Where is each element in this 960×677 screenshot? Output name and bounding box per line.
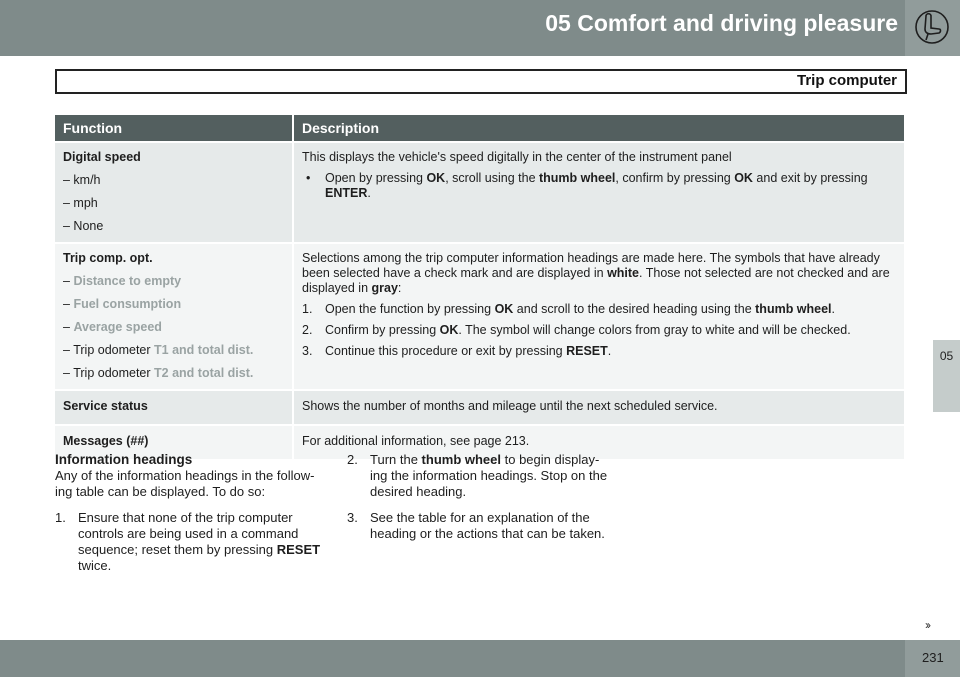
key-name: OK xyxy=(494,302,514,316)
text-run: Trip odometer xyxy=(73,343,155,357)
text-run: twice. xyxy=(78,558,112,573)
text-run: . xyxy=(367,186,371,200)
description-text: Shows the number of months and mileage until the next scheduled service. xyxy=(302,399,718,413)
body-right-column xyxy=(347,452,615,542)
numbered-step xyxy=(347,452,615,500)
numbered-step xyxy=(302,323,896,338)
step-number: 2. xyxy=(347,452,358,467)
option-item xyxy=(63,320,284,335)
description-cell xyxy=(293,142,904,243)
emphasis: white xyxy=(607,266,640,280)
control-name: thumb wheel xyxy=(421,452,501,467)
option-item xyxy=(63,366,284,381)
option-label: Distance to empty xyxy=(73,274,182,288)
description-cell xyxy=(293,243,904,390)
function-cell xyxy=(55,390,293,425)
numbered-step xyxy=(302,302,896,317)
description-text xyxy=(302,251,896,296)
step-number: 2. xyxy=(302,323,313,337)
description-text: This displays the vehicle's speed digitally in the center of the instrument panel xyxy=(302,150,732,164)
option-item: – None xyxy=(63,219,104,233)
text-run: . xyxy=(831,302,836,316)
chapter-title: 05 Comfort and driving pleasure xyxy=(545,10,898,36)
text-run: , scroll using the xyxy=(445,171,539,185)
text-run: and scroll to the desired heading using the xyxy=(513,302,756,316)
body-left-column xyxy=(55,452,325,574)
dash: – xyxy=(63,274,74,288)
numbered-step xyxy=(347,510,615,542)
emphasis: gray xyxy=(371,281,398,295)
body-intro: Any of the information headings in the follow-ing table can be displayed. To do so: xyxy=(55,468,315,499)
text-run: Continue this procedure or exit by pressing xyxy=(325,344,567,358)
dash: – xyxy=(63,343,74,357)
step-number: 3. xyxy=(302,344,313,358)
control-name: thumb wheel xyxy=(755,302,832,316)
side-tab-label: 05 xyxy=(939,349,954,363)
step-number: 1. xyxy=(55,510,66,525)
function-cell xyxy=(55,142,293,243)
table-row xyxy=(55,243,904,390)
function-name: Digital speed xyxy=(63,150,141,164)
function-name: Service status xyxy=(63,399,148,413)
control-name: thumb wheel xyxy=(539,171,616,185)
body-heading: Information headings xyxy=(55,452,193,467)
text-run: to begin display-ing the information headings. Stop on the desired heading. xyxy=(370,452,608,499)
option-item: – mph xyxy=(63,196,98,210)
section-header xyxy=(55,69,907,94)
bullet-dot: • xyxy=(306,171,311,185)
dash: – xyxy=(63,297,74,311)
text-run: Open the function by pressing xyxy=(325,302,495,316)
text-run: Open by pressing xyxy=(325,171,427,185)
bullet-item xyxy=(302,171,896,201)
function-table xyxy=(55,115,904,459)
option-item xyxy=(63,343,284,358)
text-run: Ensure that none of the trip computer controls are being used in a command sequence; reset them by pressing xyxy=(78,510,299,557)
text-run: . Those not selected are not checked and are displayed in xyxy=(302,266,890,295)
seat-icon xyxy=(914,7,950,47)
description-text: For additional information, see page 213. xyxy=(302,434,530,448)
option-item xyxy=(63,274,284,289)
dash: – xyxy=(63,320,74,334)
column-header-description: Description xyxy=(293,115,904,142)
text-run: . The symbol will change colors from gray to white and will be checked. xyxy=(458,323,851,337)
description-cell xyxy=(293,390,904,425)
next-page-arrows-icon[interactable]: ›› xyxy=(925,618,929,632)
option-item xyxy=(63,297,284,312)
chapter-side-tab[interactable] xyxy=(933,340,960,412)
section-title: Trip computer xyxy=(796,72,897,89)
text-run: and exit by pressing xyxy=(752,171,868,185)
option-label: T1 and total dist. xyxy=(154,343,254,357)
header-bar xyxy=(0,0,960,56)
step-number: 1. xyxy=(302,302,313,316)
table-row xyxy=(55,390,904,425)
text-run: Selections among the trip computer information headings are made here. The symbols that have already been selected have a check mark and are displayed in xyxy=(302,251,880,280)
text-run: See the table for an explanation of the heading or the actions that can be taken. xyxy=(370,510,605,541)
key-name: RESET xyxy=(566,344,608,358)
chapter-icon-box xyxy=(905,0,960,56)
text-run: . xyxy=(607,344,612,358)
function-name: Messages (##) xyxy=(63,434,149,448)
column-header-function: Function xyxy=(55,115,293,142)
key-name: OK xyxy=(734,171,753,185)
numbered-step xyxy=(302,344,896,359)
function-cell xyxy=(55,243,293,390)
table-header-row xyxy=(55,115,904,142)
text-run: : xyxy=(397,281,402,295)
option-label: Average speed xyxy=(73,320,162,334)
key-name: OK xyxy=(426,171,446,185)
page-number: 231 xyxy=(922,650,944,665)
dash: – xyxy=(63,366,74,380)
step-number: 3. xyxy=(347,510,358,525)
text-run: Trip odometer xyxy=(73,366,155,380)
option-label: T2 and total dist. xyxy=(154,366,254,380)
key-name: OK xyxy=(439,323,459,337)
function-name: Trip comp. opt. xyxy=(63,251,153,265)
text-run: , confirm by pressing xyxy=(615,171,735,185)
key-name: RESET xyxy=(276,542,321,557)
text-run: Turn the xyxy=(370,452,422,467)
footer-bar xyxy=(0,640,960,677)
text-run: Confirm by pressing xyxy=(325,323,440,337)
table-row xyxy=(55,142,904,243)
option-label: Fuel consumption xyxy=(73,297,182,311)
numbered-step xyxy=(55,510,325,574)
option-item: – km/h xyxy=(63,173,101,187)
key-name: ENTER xyxy=(325,186,368,200)
